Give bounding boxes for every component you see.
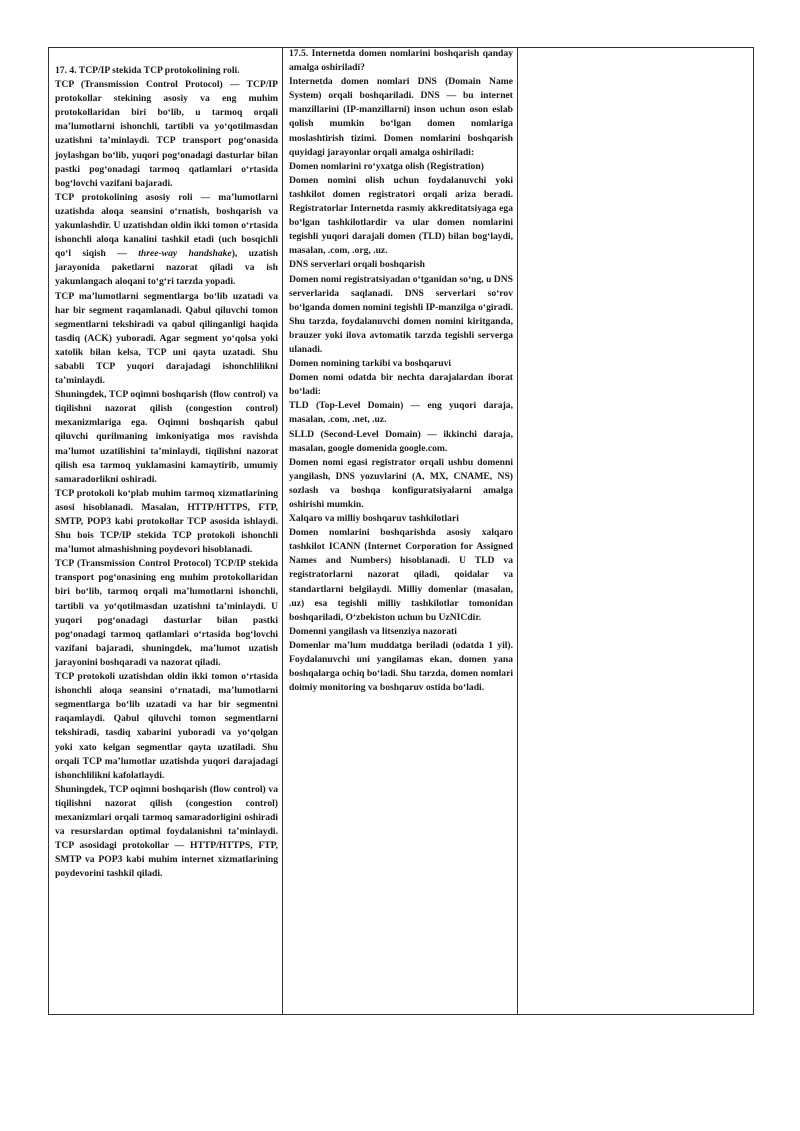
answer-table — [48, 47, 754, 1015]
question-heading: 17.5. Internetda domen nomlarini boshqarish qanday amalga oshiriladi? — [289, 48, 513, 74]
cell-content — [49, 48, 282, 881]
paragraph: TCP (Transmission Control Protocol) TCP/IP stekida transport pog‘onasining eng muhim protokollaridan biri bo‘lib, tarmoq orqali ma’lumotlarni ishonchli, tartibli va yo‘qotilmasdan uzatishni ta’minlaydi. U yuqori pog‘onadagi dasturlar bilan pastki pog‘onadagi tarmoq qatlamlari o‘rtasida bog‘lovchi vazifani bajaradi, shuningdek, ma’lumot uzatish jarayonini boshqaradi va nazorat qiladi. — [55, 558, 278, 668]
section-subheading: Domen nomlarini ro‘yxatga olish (Registration) — [289, 160, 484, 172]
paragraph: Internetda domen nomlari DNS (Domain Name System) orqali boshqariladi. DNS — bu internet manzillarini (IP-manzillarni) inson uchun oson eslab qolish mumkin bo‘lgan domen nomlariga moslashtirish tizimi. Domen nomlarini boshqarish quyidagi jarayonlar orqali amalga oshiriladi: — [289, 76, 513, 158]
paragraph: SLLD (Second-Level Domain) — ikkinchi daraja, masalan, google domenida google.com. — [289, 428, 513, 454]
paragraph: Domen nomini olish uchun foydalanuvchi yoki tashkilot domen registratori orqali ariza beradi. Registratorlar Internetda rasmiy akkreditatsiyaga ega bo‘lgan tashkilotlardir va ular domen nomlarini tegishli yuqori darajali domen (TLD) bilan bog‘laydi, masalan, .com, .org, .uz. — [289, 174, 513, 257]
paragraph: Domen nomi odatda bir nechta darajalardan iborat bo‘ladi: — [289, 372, 513, 398]
question-heading: 17. 4. TCP/IP stekida TCP protokolining roli. — [55, 65, 240, 76]
section-subheading: Domen nomining tarkibi va boshqaruvi — [289, 358, 452, 370]
cell-content — [518, 48, 753, 50]
paragraph: Domen nomi egasi registrator orqali ushbu domenni yangilash, DNS yozuvlarini (A, MX, CNAME, NS) sozlash va boshqa konfiguratsiyalarni amalga oshirishi mumkin. — [289, 456, 513, 510]
section-subheading: Xalqaro va milliy boshqaruv tashkilotlari — [289, 513, 459, 525]
column-tcp-role — [49, 48, 283, 1015]
section-subheading: Domenni yangilash va litsenziya nazorati — [289, 625, 457, 637]
paragraph: TCP ma’lumotlarni segmentlarga bo‘lib uzatadi va har bir segment raqamlanadi. Qabul qiluvchi tomon segmentlarni tekshiradi va qabul qilinganligi haqida tasdiq (ACK) yuboradi. Agar segment yo‘qolsa yoki xatolik bilan kelsa, TCP uni qayta uzatadi. Shu sababli TCP yuqori darajadagi ishonchlilikni ta’minlaydi. — [55, 290, 278, 387]
column-domain-management — [283, 48, 518, 1015]
paragraph: TCP protokolining asosiy roli — ma’lumotlarni uzatishda aloqa seansini o‘rnatish, boshqarish va yakunlashdir. U uzatishdan oldin ikki tomon o‘rtasida ishonchli aloqa kanalini tashkil etadi (uch bosqichli qo‘l siqish — three-way handshake), uzatish jarayonida paketlarni nazorat qiladi va ish yakunlangach aloqani to‘g‘ri tarzda yopadi. — [55, 191, 279, 288]
paragraph: Domenlar ma’lum muddatga beriladi (odatda 1 yil). Foydalanuvchi uni yangilamas ekan, domen yana boshqalarga ochiq bo‘ladi. Shu tarzda, domen nomlari doimiy monitoring va boshqaruv ostida bo‘ladi. — [289, 639, 513, 694]
cell-content — [283, 47, 517, 695]
paragraph: TCP protokoli ko‘plab muhim tarmoq xizmatlarining asosi hisoblanadi. Masalan, HTTP/HTTPS, FTP, SMTP, POP3 kabi protokollar TCP asosida ishlaydi. Shu bois TCP/IP stekida TCP protokoli ishonchli ma’lumot almashishning poydevori hisoblanadi. — [55, 487, 278, 556]
paragraph: TLD (Top-Level Domain) — eng yuqori daraja, masalan, .com, .net, .uz. — [289, 400, 513, 426]
paragraph: Shuningdek, TCP oqimni boshqarish (flow control) va tiqilishni nazorat qilish (congestion control) mexanizmlariga ega. Oqimni boshqarish qabul qiluvchi qurilmaning imkoniyatiga mos ravishda ma’lumot uzatilishini ta’minlaydi, tiqilishni nazorat qilish esa tarmoq yuklamasini kamaytirib, umumiy samaradorlikni oshiradi. — [55, 389, 278, 485]
table-row — [49, 48, 754, 1015]
paragraph: Domen nomi registratsiyadan o‘tganidan so‘ng, u DNS serverlarida saqlanadi. DNS serverlari so‘rov bo‘lganda domen nomini tegishli IP-manzilga o‘giradi. Shu tarzda, foydalanuvchi domen nomini kiritganda, brauzer yoki ilova avtomatik tarzda tegishli serverga ulanadi. — [289, 273, 513, 355]
paragraph: Domen nomlarini boshqarishda asosiy xalqaro tashkilot ICANN (Internet Corporation for Assigned Names and Numbers) hisoblanadi. U TLD va registratorlarni nazorat qiladi, qoidalar va standartlarni belgilaydi. Milliy domenlar (masalan, .uz) esa tegishli milliy tashkilotlar tomonidan boshqariladi, O‘zbekiston uchun bu UzNICdir. — [289, 527, 513, 623]
paragraph: TCP (Transmission Control Protocol) — TCP/IP protokollar stekining asosiy va eng muhim protokollaridan biri bo‘lib, u tarmoq orqali ma’lumotlarni ishonchli, tartibli va yo‘qotilmasdan uzatishni ta’minlaydi. TCP transport pog‘onasida joylashgan bo‘lib, yuqori pog‘onadagi dasturlar bilan pastki pog‘onadagi tarmoq qatlamlari o‘rtasida bog‘lovchi vazifani bajaradi. — [55, 79, 278, 189]
paragraph: Shuningdek, TCP oqimni boshqarish (flow control) va tiqilishni nazorat qilish (congestion control) mexanizmlari orqali tarmoq samaradorligini oshiradi va resurslardan optimal foydalanishni ta’minlaydi. TCP asosidagi protokollar — HTTP/HTTPS, FTP, SMTP va POP3 kabi muhim internet xizmatlarining poydevorini tashkil qiladi. — [55, 783, 278, 880]
paragraph: TCP protokoli uzatishdan oldin ikki tomon o‘rtasida ishonchli aloqa seansini o‘rnatadi, ma’lumotlarni segmentlarga bo‘lib uzatadi va har bir segmentni raqamlaydi. Qabul qiluvchi tomon segmentlarni tekshiradi, tasdiq xabarini yuboradi va yo‘qolgan yoki xato kelgan segmentlar qayta uzatiladi. Shu orqali TCP ma’lumotlar uzatishda yuqori darajadagi ishonchlilikni kafolatlaydi. — [55, 671, 278, 781]
section-subheading: DNS serverlari orqali boshqarish — [289, 259, 426, 271]
column-empty — [518, 48, 754, 1015]
